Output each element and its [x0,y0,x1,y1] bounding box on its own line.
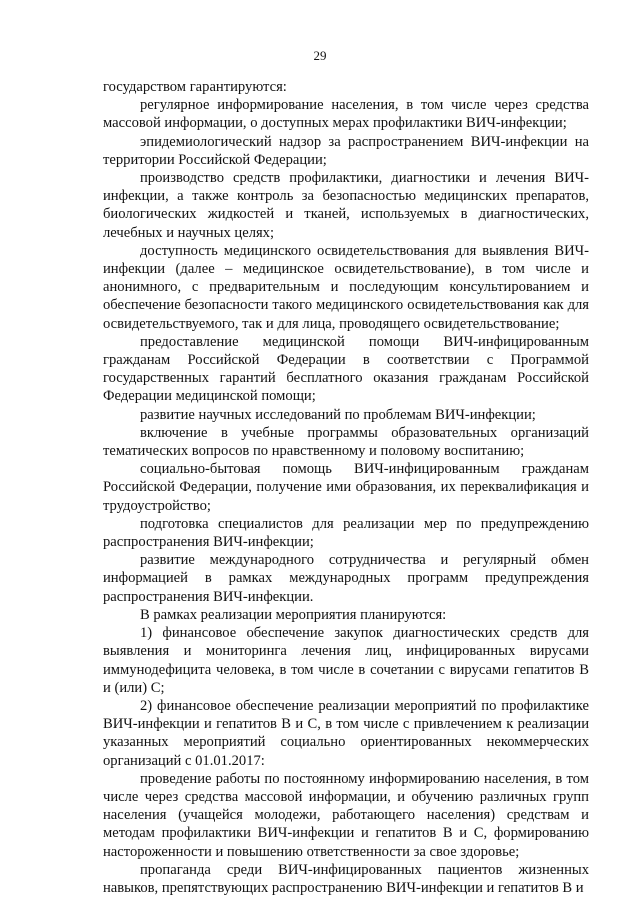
paragraph: развитие международного сотрудничества и регулярный обмен информацией в рамках международных программ предупреждения распространения ВИЧ-инфекции. [103,552,589,605]
body-text [103,78,589,897]
paragraph: предоставление медицинской помощи ВИЧ-инфицированным гражданам Российской Федерации в соответствии с Программой государственных гарантий бесплатного оказания гражданам Российской Федерации медицинской помощи; [103,333,589,405]
paragraph: проведение работы по постоянному информированию населения, в том числе через средства массовой информации, и обучению различных групп населения (учащейся молодежи, работающего населения) средствам и методам профилактики ВИЧ-инфекции и гепатитов В и С, формированию настороженности и повышению ответственности за свое здоровье; [103,770,589,860]
page-number: 29 [313,48,327,63]
paragraph: В рамках реализации мероприятия планируются: [140,606,447,623]
paragraph: 1) финансовое обеспечение закупок диагностических средств для выявления и мониторинга лечения лиц, инфицированных вирусами иммунодефицита человека, в том числе в сочетании с вирусами гепатитов В и (или) С; [103,625,589,696]
paragraph: подготовка специалистов для реализации мер по предупреждению распространения ВИЧ-инфекции; [103,515,589,551]
paragraph: социально-бытовая помощь ВИЧ-инфицированным гражданам Российской Федерации, получение ими образования, их переквалификация и трудоустройство; [103,461,589,514]
paragraph: пропаганда среди ВИЧ-инфицированных пациентов жизненных навыков, препятствующих распространению ВИЧ-инфекции и гепатитов В и [103,861,589,896]
paragraph: эпидемиологический надзор за распространением ВИЧ-инфекции на территории Российской Федерации; [103,133,589,168]
paragraph: производство средств профилактики, диагностики и лечения ВИЧ-инфекции, а также контроль за безопасностью медицинских препаратов, биологических жидкостей и тканей, используемых в диагностических, лечебных и научных целях; [103,170,589,241]
paragraph: доступность медицинского освидетельствования для выявления ВИЧ-инфекции (далее – медицинское освидетельствование), в том числе и анонимного, с предварительным и последующим консультированием и обеспечение безопасности такого медицинского освидетельствования как для освидетельствуемого, так и для лица, проводящего освидетельствование; [103,242,589,332]
paragraph: 2) финансовое обеспечение реализации мероприятий по профилактике ВИЧ-инфекции и гепатитов В и С, в том числе с привлечением к реализации указанных мероприятий социально ориентированных некоммерческих организаций с 01.01.2017: [103,697,589,769]
paragraph: государством гарантируются: [103,79,287,95]
paragraph: развитие научных исследований по проблемам ВИЧ-инфекции; [140,406,536,423]
paragraph: регулярное информирование населения, в том числе через средства массовой информации, о доступных мерах профилактики ВИЧ-инфекции; [103,97,589,132]
paragraph: включение в учебные программы образовательных организаций тематических вопросов по нравственному и половому воспитанию; [103,424,589,460]
